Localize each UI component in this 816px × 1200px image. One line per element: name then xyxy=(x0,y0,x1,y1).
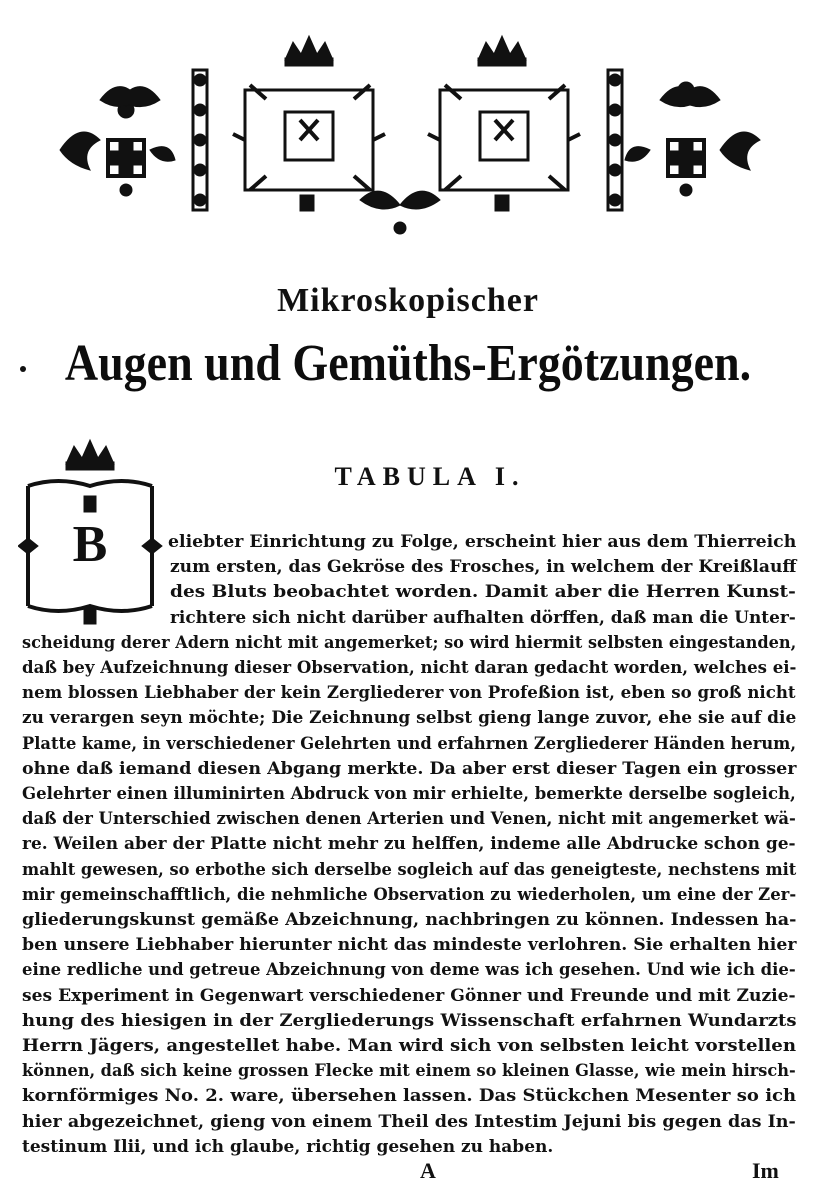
body-line: kornförmiges No. 2. ware, übersehen lassen. Das Stückchen Mesenter so ich xyxy=(22,1086,797,1107)
body-line: mir gemeinschafftlich, die nehmliche Observation zu wiederholen, um eine der Zer- xyxy=(22,884,797,905)
right-crowned-frame-ornament xyxy=(428,36,580,211)
body-line: können, daß sich keine grossen Flecke mit einem so kleinen Glasse, wie mein hirsch- xyxy=(22,1061,796,1082)
right-vertical-strip-ornament xyxy=(608,70,622,210)
body-line: des Bluts beobachtet worden. Damit aber die Herren Kunst- xyxy=(170,582,796,603)
body-line: Platte kame, in verschiedener Gelehrten und erfahrnen Zergliederer Händen herum, xyxy=(22,733,797,754)
body-line: Gelehrter einen illuminirten Abdruck von mir erhielte, bemerkte derselbe sogleich, xyxy=(22,784,796,804)
body-line: testinum Ilii, und ich glaube, richtig gesehen zu haben. xyxy=(22,1136,554,1157)
drop-cap-initial: B xyxy=(72,516,108,573)
page-subtitle: Mikroskopischer xyxy=(277,282,539,319)
body-line: eliebter Einrichtung zu Folge, erscheint hier aus dem Thierreich xyxy=(168,532,797,552)
right-cross-ornament xyxy=(625,82,760,196)
body-line: Herrn Jägers, angestellet habe. Man wird sich von selbsten leicht vorstellen xyxy=(22,1036,797,1056)
body-line: hier abgezeichnet, gieng von einem Theil des Intestim Jejuni bis gegen das In- xyxy=(22,1111,796,1132)
center-sprig-ornament xyxy=(360,191,440,234)
body-line: mahlt gewesen, so erbothe sich derselbe sogleich auf das geneigteste, nechstens mit xyxy=(22,859,797,880)
catchword: Im xyxy=(752,1158,779,1183)
body-line: zum ersten, das Gekröse des Frosches, in welchem der Kreißlauff xyxy=(170,557,797,578)
left-crowned-frame-ornament xyxy=(233,36,385,211)
body-line: eine redliche und getreue Abzeichnung von deme was ich gesehen. Und wie ich die- xyxy=(22,960,796,981)
body-line: richtere sich nicht darüber aufhalten dörffen, daß man die Unter- xyxy=(170,607,796,628)
body-line: ses Experiment in Gegenwart verschiedener Gönner und Freunde und mit Zuzie- xyxy=(22,985,796,1006)
left-vertical-strip-ornament xyxy=(193,70,207,210)
body-line: ohne daß iemand diesen Abgang merkte. Da aber erst dieser Tagen ein grosser xyxy=(22,758,797,779)
body-line: nem blossen Liebhaber der kein Zergliederer von Profeßion ist, eben so groß nicht xyxy=(22,683,796,704)
body-line: daß bey Aufzeichnung dieser Observation, nicht daran gedacht worden, welches ei- xyxy=(22,658,797,678)
section-title: TABULA I. xyxy=(334,462,526,491)
body-line: scheidung derer Adern nicht mit angemerket; so wird hiermit selbsten eingestanden, xyxy=(22,632,797,653)
signature-mark: A xyxy=(420,1158,436,1183)
ornamental-header-band xyxy=(0,0,816,250)
body-line: gliederungskunst gemäße Abzeichnung, nachbringen zu können. Indessen ha- xyxy=(22,910,797,930)
left-cross-ornament xyxy=(60,87,175,196)
body-line: daß der Unterschied zwischen denen Arterien und Venen, nicht mit angemerket wä- xyxy=(22,809,796,830)
body-line: ben unsere Liebhaber hierunter nicht das mindeste verlohren. Sie erhalten hier xyxy=(22,935,797,956)
body-line: zu verargen seyn möchte; Die Zeichnung selbst gieng lange zuvor, ehe sie auf die xyxy=(22,708,797,729)
page-title: Augen und Gemüths-Ergötzungen. xyxy=(64,333,752,392)
body-line: hung des hiesigen in der Zergliederungs Wissenschaft erfahrnen Wundarzts xyxy=(22,1010,797,1031)
body-line: re. Weilen aber der Platte nicht mehr zu helffen, indeme alle Abdrucke schon ge- xyxy=(22,834,796,855)
